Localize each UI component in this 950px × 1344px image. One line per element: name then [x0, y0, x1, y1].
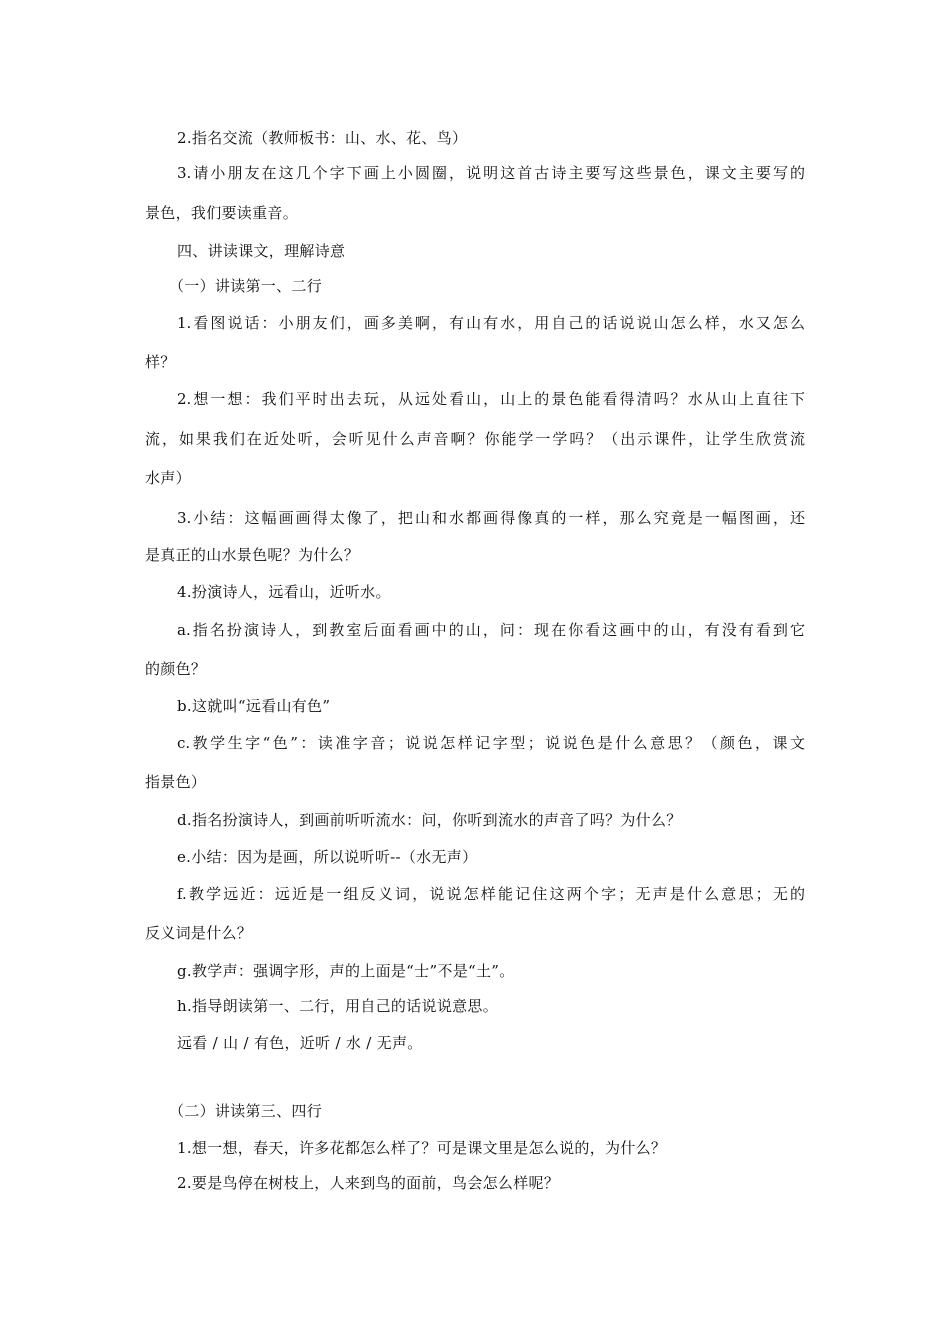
text-line: 2.要是鸟停在树枝上，人来到鸟的面前，鸟会怎么样呢？	[177, 1174, 560, 1192]
text-line: c.教学生字“色”：读准字音；说说怎样记字型；说说色是什么意思？（颜色，课文	[177, 734, 805, 752]
text-line: 3.请小朋友在这几个字下画上小圆圈，说明这首古诗主要写这些景色，课文主要写的	[177, 164, 805, 182]
text-line: 4.扮演诗人，远看山，近听水。	[177, 583, 391, 601]
text-line: 远看 / 山 / 有色，近听 / 水 / 无声。	[177, 1034, 423, 1052]
text-line: h.指导朗读第一、二行，用自己的话说说意思。	[177, 997, 499, 1015]
subsection-heading: （一）讲读第一、二行	[169, 277, 323, 295]
section-heading: 四、讲读课文，理解诗意	[177, 242, 346, 260]
text-line: 指景色）	[145, 773, 207, 791]
text-line: 景色，我们要读重音。	[145, 204, 299, 222]
text-line: f.教学远近：远近是一组反义词，说说怎样能记住这两个字；无声是什么意思；无的	[177, 885, 805, 903]
text-line: 2.指名交流（教师板书：山、水、花、鸟）	[177, 129, 468, 147]
text-line: b.这就叫“远看山有色”	[177, 697, 331, 715]
text-line: 的颜色？	[145, 660, 207, 678]
text-line: 反义词是什么？	[145, 924, 253, 942]
text-line: a.指名扮演诗人，到教室后面看画中的山，问：现在你看这画中的山，有没有看到它	[177, 621, 805, 639]
text-line: d.指名扮演诗人，到画前听听流水：问，你听到流水的声音了吗？为什么？	[177, 811, 682, 829]
text-line: 流，如果我们在近处听，会听见什么声音啊？你能学一学吗？（出示课件，让学生欣赏流	[145, 430, 805, 448]
text-line: 3.小结：这幅画画得太像了，把山和水都画得像真的一样，那么究竟是一幅图画，还	[177, 509, 805, 527]
text-line: 样？	[145, 353, 176, 371]
text-line: e.小结：因为是画，所以说听听--（水无声）	[177, 848, 478, 866]
text-line: 水声）	[145, 469, 191, 487]
text-line: 是真正的山水景色呢？为什么？	[145, 546, 360, 564]
text-line: g.教学声：强调字形，声的上面是“士”不是“土”。	[177, 962, 515, 980]
subsection-heading: （二）讲读第三、四行	[169, 1102, 323, 1120]
text-line: 1.看图说话：小朋友们，画多美啊，有山有水，用自己的话说说山怎么样，水又怎么	[177, 314, 805, 332]
text-line: 2.想一想：我们平时出去玩，从远处看山，山上的景色能看得清吗？水从山上直往下	[177, 390, 805, 408]
text-line: 1.想一想，春天，许多花都怎么样了？可是课文里是怎么说的，为什么？	[177, 1139, 667, 1157]
